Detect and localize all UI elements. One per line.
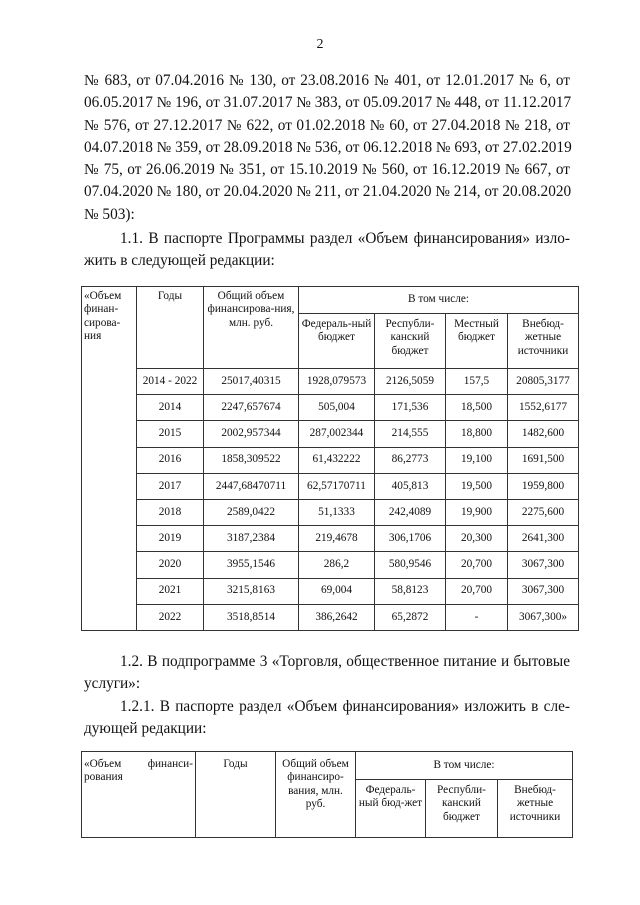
cell-local: 20,700 xyxy=(446,578,508,604)
cell-extra: 3067,300 xyxy=(508,552,579,578)
table-row xyxy=(82,447,579,473)
header-years: Годы xyxy=(196,752,276,838)
page-number: 2 xyxy=(316,37,324,52)
paragraph-1-1 xyxy=(84,228,570,273)
cell-year: 2017 xyxy=(137,473,204,499)
cell-extra: 1482,600 xyxy=(508,421,579,447)
cell-federal: 386,2642 xyxy=(299,604,375,630)
cell-total: 2447,68470711 xyxy=(204,473,299,499)
intro-line: № 576, от 27.12.2017 № 622, от 01.02.2018 № 60, от 27.04.2018 № 218, от xyxy=(84,116,570,134)
header-including: В том числе: xyxy=(299,287,579,314)
paragraph-line: 1.2.1. В паспорте раздел «Объем финансирования» изложить в сле- xyxy=(120,698,570,715)
paragraph-line: услуги»: xyxy=(84,675,141,693)
cell-extra: 1691,500 xyxy=(508,447,579,473)
header-federal: Федераль-ный бюд-жет xyxy=(356,780,426,838)
paragraph-line: дующей редакции: xyxy=(84,720,207,738)
cell-local: 19,100 xyxy=(446,447,508,473)
paragraph-1-2 xyxy=(84,651,570,696)
table-row xyxy=(82,499,579,525)
cell-year: 2018 xyxy=(137,499,204,525)
cell-republic: 405,813 xyxy=(375,473,446,499)
cell-republic: 65,2872 xyxy=(375,604,446,630)
cell-extra: 2641,300 xyxy=(508,526,579,552)
cell-local: 20,700 xyxy=(446,552,508,578)
cell-extra: 1959,800 xyxy=(508,473,579,499)
header-republic: Республи-канский бюджет xyxy=(375,314,446,369)
cell-year: 2014 - 2022 xyxy=(137,369,204,395)
header-including: В том числе: xyxy=(356,752,573,780)
header-extra: Внебюд-жетные источники xyxy=(508,314,579,369)
section-label-cell xyxy=(82,287,137,631)
table-row xyxy=(82,552,579,578)
cell-federal: 1928,079573 xyxy=(299,369,375,395)
intro-paragraph xyxy=(84,70,570,226)
cell-year: 2016 xyxy=(137,447,204,473)
section-label-cell xyxy=(82,752,196,838)
section-label: «Объем финанси-рования xyxy=(84,758,193,784)
cell-republic: 242,4089 xyxy=(375,499,446,525)
cell-local: 18,500 xyxy=(446,395,508,421)
paragraph-line: жить в следующей редакции: xyxy=(84,252,275,270)
header-total: Общий объем финансирова-ния, млн. руб. xyxy=(204,287,299,369)
table-row xyxy=(82,473,579,499)
cell-total: 2247,657674 xyxy=(204,395,299,421)
table-row xyxy=(82,578,579,604)
cell-total: 1858,309522 xyxy=(204,447,299,473)
intro-line: 04.07.2018 № 359, от 28.09.2018 № 536, от 06.12.2018 № 693, от 27.02.2019 xyxy=(84,138,572,156)
cell-year: 2022 xyxy=(137,604,204,630)
table-row xyxy=(82,604,579,630)
cell-year: 2014 xyxy=(137,395,204,421)
cell-year: 2020 xyxy=(137,552,204,578)
cell-total: 2002,957344 xyxy=(204,421,299,447)
table-row xyxy=(82,526,579,552)
cell-local: - xyxy=(446,604,508,630)
cell-extra: 3067,300» xyxy=(508,604,579,630)
cell-federal: 286,2 xyxy=(299,552,375,578)
table-row xyxy=(82,421,579,447)
cell-republic: 58,8123 xyxy=(375,578,446,604)
intro-line: № 683, от 07.04.2016 № 130, от 23.08.2016 № 401, от 12.01.2017 № 6, от xyxy=(84,72,570,89)
table-row xyxy=(82,369,579,395)
intro-line: № 503): xyxy=(84,205,135,223)
cell-extra: 3067,300 xyxy=(508,578,579,604)
cell-total: 3518,8514 xyxy=(204,604,299,630)
cell-federal: 219,4678 xyxy=(299,526,375,552)
cell-extra: 1552,6177 xyxy=(508,395,579,421)
financing-table-subprogram xyxy=(81,751,573,838)
cell-federal: 505,004 xyxy=(299,395,375,421)
intro-line: 06.05.2017 № 196, от 31.07.2017 № 383, от 05.09.2017 № 448, от 11.12.2017 xyxy=(84,94,572,112)
cell-federal: 69,004 xyxy=(299,578,375,604)
table-row xyxy=(82,395,579,421)
cell-total: 3955,1546 xyxy=(204,552,299,578)
financing-table-program xyxy=(81,286,579,631)
header-years: Годы xyxy=(137,287,204,369)
cell-year: 2015 xyxy=(137,421,204,447)
paragraph-line: 1.1. В паспорте Программы раздел «Объем финансирования» изло- xyxy=(120,230,570,247)
cell-year: 2019 xyxy=(137,526,204,552)
paragraph-1-2-1 xyxy=(84,696,570,741)
cell-local: 157,5 xyxy=(446,369,508,395)
cell-federal: 51,1333 xyxy=(299,499,375,525)
cell-federal: 62,57170711 xyxy=(299,473,375,499)
header-extra: Внебюд-жетные источники xyxy=(498,780,573,838)
cell-local: 20,300 xyxy=(446,526,508,552)
cell-total: 3187,2384 xyxy=(204,526,299,552)
cell-total: 25017,40315 xyxy=(204,369,299,395)
cell-total: 2589,0422 xyxy=(204,499,299,525)
cell-republic: 2126,5059 xyxy=(375,369,446,395)
cell-republic: 171,536 xyxy=(375,395,446,421)
cell-federal: 287,002344 xyxy=(299,421,375,447)
cell-total: 3215,8163 xyxy=(204,578,299,604)
cell-year: 2021 xyxy=(137,578,204,604)
intro-line: № 75, от 26.06.2019 № 351, от 15.10.2019 № 560, от 16.12.2019 № 667, от xyxy=(84,161,570,179)
cell-republic: 86,2773 xyxy=(375,447,446,473)
paragraph-line: 1.2. В подпрограмме 3 «Торговля, общественное питание и бытовые xyxy=(120,653,570,670)
cell-republic: 214,555 xyxy=(375,421,446,447)
cell-extra: 2275,600 xyxy=(508,499,579,525)
cell-local: 18,800 xyxy=(446,421,508,447)
header-total: Общий объем финансиро-вания, млн. руб. xyxy=(276,752,356,838)
header-federal: Федераль-ный бюджет xyxy=(299,314,375,369)
cell-local: 19,900 xyxy=(446,499,508,525)
cell-extra: 20805,3177 xyxy=(508,369,579,395)
cell-local: 19,500 xyxy=(446,473,508,499)
header-republic: Республи-канский бюджет xyxy=(426,780,498,838)
cell-federal: 61,432222 xyxy=(299,447,375,473)
cell-republic: 306,1706 xyxy=(375,526,446,552)
cell-republic: 580,9546 xyxy=(375,552,446,578)
header-local: Местный бюджет xyxy=(446,314,508,369)
section-label: «Объем финан-сирова-ния xyxy=(84,290,122,343)
intro-line: 07.04.2020 № 180, от 20.04.2020 № 211, от 21.04.2020 № 214, от 20.08.2020 xyxy=(84,183,572,201)
